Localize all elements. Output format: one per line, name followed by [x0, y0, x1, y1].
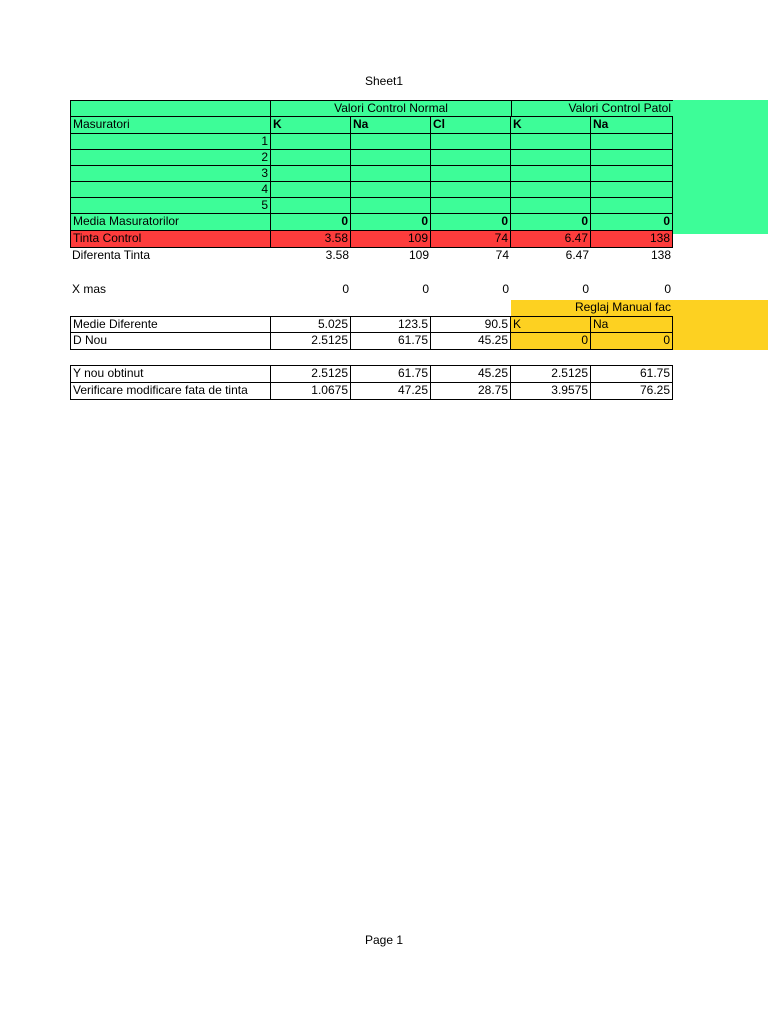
- group-header-normal[interactable]: Valori Control Normal: [270, 100, 511, 117]
- tinta-value[interactable]: 3.58: [270, 230, 351, 248]
- d-nou-value[interactable]: 45.25: [430, 332, 511, 350]
- y-nou-value[interactable]: 61.75: [350, 365, 431, 383]
- measurement-cell[interactable]: [430, 165, 511, 182]
- page-number: Page 1: [364, 933, 404, 947]
- measurement-row-label[interactable]: 3: [70, 165, 271, 182]
- y-nou-label[interactable]: Y nou obtinut: [70, 365, 271, 383]
- group-header-reglaj[interactable]: Reglaj Manual fac: [511, 300, 673, 317]
- measurement-cell[interactable]: [510, 165, 591, 182]
- measurement-cell[interactable]: [270, 133, 351, 150]
- medie-diferente-value[interactable]: 5.025: [270, 316, 351, 333]
- measurement-cell[interactable]: [270, 181, 351, 198]
- measurement-cell[interactable]: [590, 197, 673, 214]
- verificare-value[interactable]: 3.9575: [510, 382, 591, 400]
- reglaj-value-na[interactable]: 0: [590, 332, 673, 350]
- measurement-cell[interactable]: [590, 133, 673, 150]
- reglaj-column-na[interactable]: Na: [590, 316, 673, 333]
- media-label[interactable]: Media Masuratorilor: [70, 213, 271, 231]
- column-header-k[interactable]: K: [270, 116, 351, 134]
- column-header-na2[interactable]: Na: [590, 116, 673, 134]
- measurement-cell[interactable]: [270, 197, 351, 214]
- verificare-value[interactable]: 28.75: [430, 382, 511, 400]
- measurement-cell[interactable]: [510, 197, 591, 214]
- diferenta-value[interactable]: 6.47: [565, 248, 589, 262]
- measurement-cell[interactable]: [510, 133, 591, 150]
- measurement-cell[interactable]: [590, 165, 673, 182]
- medie-diferente-value[interactable]: 123.5: [350, 316, 431, 333]
- medie-diferente-value[interactable]: 90.5: [430, 316, 511, 333]
- diferenta-label[interactable]: Diferenta Tinta: [72, 248, 151, 262]
- y-nou-value[interactable]: 61.75: [590, 365, 673, 383]
- measurement-cell[interactable]: [350, 149, 431, 166]
- y-nou-value[interactable]: 2.5125: [510, 365, 591, 383]
- measurement-row-label[interactable]: 1: [70, 133, 271, 150]
- media-value[interactable]: 0: [430, 213, 511, 231]
- diferenta-value[interactable]: 138: [650, 248, 671, 262]
- verificare-label[interactable]: Verificare modificare fata de tinta: [70, 382, 271, 400]
- verificare-value[interactable]: 76.25: [590, 382, 673, 400]
- column-header-na[interactable]: Na: [350, 116, 431, 134]
- measurement-cell[interactable]: [350, 181, 431, 198]
- y-nou-value[interactable]: 2.5125: [270, 365, 351, 383]
- group-header-patol[interactable]: Valori Control Patol: [511, 100, 673, 117]
- xmas-label[interactable]: X mas: [72, 282, 107, 296]
- tinta-value[interactable]: 109: [350, 230, 431, 248]
- measurement-cell[interactable]: [590, 181, 673, 198]
- measurement-cell[interactable]: [350, 133, 431, 150]
- column-header-k2[interactable]: K: [510, 116, 591, 134]
- tinta-value[interactable]: 138: [590, 230, 673, 248]
- verificare-value[interactable]: 47.25: [350, 382, 431, 400]
- measurement-cell[interactable]: [350, 197, 431, 214]
- header-fill-overflow: [672, 100, 768, 234]
- medie-diferente-label[interactable]: Medie Diferente: [70, 316, 271, 333]
- column-header-cl[interactable]: Cl: [430, 116, 511, 134]
- measurement-row-label[interactable]: 5: [70, 197, 271, 214]
- media-value[interactable]: 0: [590, 213, 673, 231]
- tinta-value[interactable]: 74: [430, 230, 511, 248]
- xmas-value[interactable]: 0: [502, 282, 509, 296]
- measurement-cell[interactable]: [270, 165, 351, 182]
- xmas-value[interactable]: 0: [664, 282, 671, 296]
- measurement-cell[interactable]: [430, 133, 511, 150]
- media-value[interactable]: 0: [270, 213, 351, 231]
- measurement-cell[interactable]: [350, 165, 431, 182]
- d-nou-value[interactable]: 61.75: [350, 332, 431, 350]
- measurement-row-label[interactable]: 4: [70, 181, 271, 198]
- reglaj-fill-overflow: [672, 300, 768, 350]
- xmas-value[interactable]: 0: [342, 282, 349, 296]
- measurement-cell[interactable]: [510, 149, 591, 166]
- xmas-value[interactable]: 0: [582, 282, 589, 296]
- d-nou-value[interactable]: 2.5125: [270, 332, 351, 350]
- xmas-value[interactable]: 0: [422, 282, 429, 296]
- sheet-title: Sheet1: [364, 74, 404, 88]
- diferenta-value[interactable]: 74: [495, 248, 509, 262]
- measurement-cell[interactable]: [430, 149, 511, 166]
- diferenta-value[interactable]: 3.58: [325, 248, 349, 262]
- measurement-cell[interactable]: [430, 197, 511, 214]
- diferenta-value[interactable]: 109: [408, 248, 429, 262]
- y-nou-value[interactable]: 45.25: [430, 365, 511, 383]
- d-nou-label[interactable]: D Nou: [70, 332, 271, 350]
- measurement-row-label[interactable]: 2: [70, 149, 271, 166]
- media-value[interactable]: 0: [350, 213, 431, 231]
- reglaj-column-k[interactable]: K: [510, 316, 591, 333]
- measurement-cell[interactable]: [270, 149, 351, 166]
- verificare-value[interactable]: 1.0675: [270, 382, 351, 400]
- measurement-cell[interactable]: [590, 149, 673, 166]
- measurement-cell[interactable]: [430, 181, 511, 198]
- column-header-masuratori[interactable]: Masuratori: [70, 116, 271, 134]
- media-value[interactable]: 0: [510, 213, 591, 231]
- measurement-cell[interactable]: [510, 181, 591, 198]
- reglaj-value-k[interactable]: 0: [510, 332, 591, 350]
- tinta-value[interactable]: 6.47: [510, 230, 591, 248]
- tinta-label[interactable]: Tinta Control: [70, 230, 271, 248]
- header-blank-cell[interactable]: [70, 100, 270, 117]
- spreadsheet-grid: [70, 100, 673, 400]
